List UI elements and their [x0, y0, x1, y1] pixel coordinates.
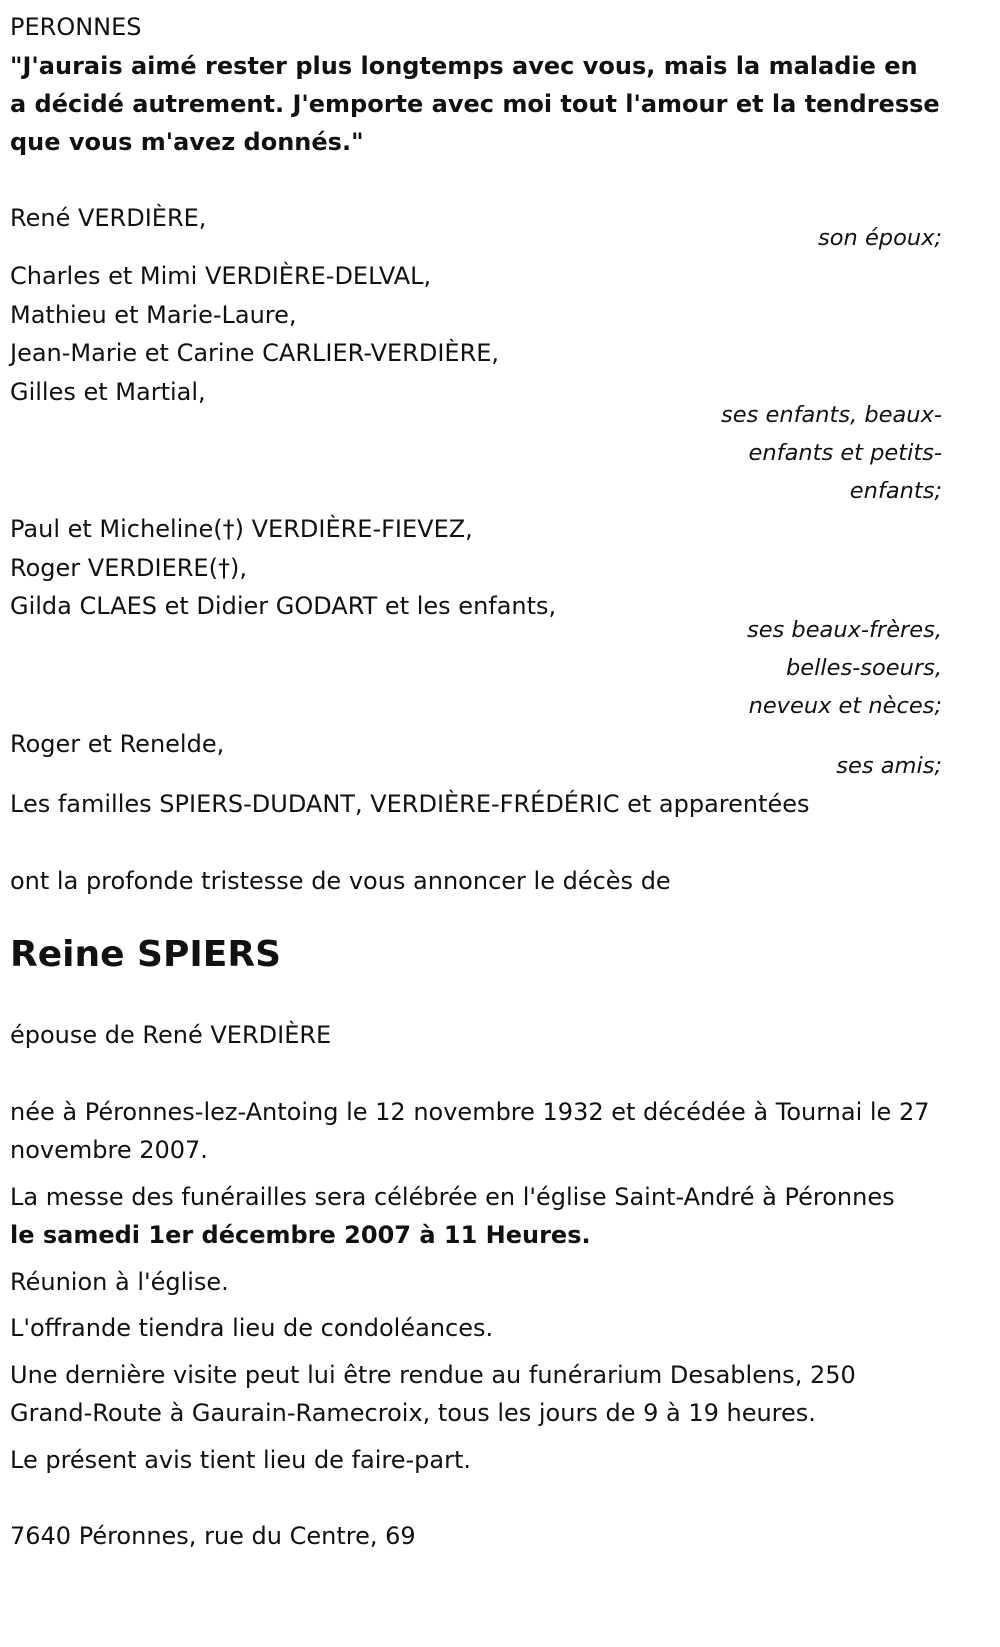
- announcement-line: ont la profonde tristesse de vous annoncer le décès de: [10, 866, 671, 895]
- mourner-line: Paul et Micheline(†) VERDIÈRE-FIEVEZ,: [10, 515, 473, 543]
- mourner-line: René VERDIÈRE,: [10, 203, 207, 232]
- funeral-mass-date: le samedi 1er décembre 2007 à 11 Heures.: [10, 1221, 591, 1249]
- relation-label: ses enfants, beaux-enfants et petits-enfants;: [721, 402, 942, 504]
- relation-label: ses amis;: [836, 753, 942, 779]
- mourner-line: Mathieu et Marie-Laure,: [10, 300, 297, 329]
- birth-death-dates: née à Péronnes-lez-Antoing le 12 novembre 1932 et décédée à Tournai le 27 novembre 2007.: [10, 1097, 930, 1164]
- mourner-line: Roger et Renelde,: [10, 729, 225, 758]
- spouse-line: épouse de René VERDIÈRE: [10, 1021, 332, 1049]
- mourner-group-friends: [10, 725, 942, 786]
- mourner-line: Jean-Marie et Carine CARLIER-VERDIÈRE,: [10, 339, 500, 367]
- reunion-line: Réunion à l'église.: [10, 1267, 229, 1296]
- farewell-quote: "J'aurais aimé rester plus longtemps avec vous, mais la maladie en a décidé autrement. J'emporte avec moi tout l'amour et la tendresse que vous m'avez donnés.": [10, 51, 940, 156]
- relation-label: son époux;: [818, 225, 942, 251]
- mourner-line: Gilles et Martial,: [10, 377, 206, 406]
- deceased-name: Reine SPIERS: [10, 934, 282, 975]
- mourner-group-in-laws: [10, 510, 942, 725]
- obituary-notice: [10, 8, 942, 1556]
- notice-line: Le présent avis tient lieu de faire-part.: [10, 1445, 472, 1474]
- location-heading: PERONNES: [10, 13, 142, 41]
- mourner-line: Gilda CLAES et Didier GODART et les enfants,: [10, 592, 557, 620]
- address-line: 7640 Péronnes, rue du Centre, 69: [10, 1522, 416, 1550]
- visit-info: Une dernière visite peut lui être rendue au funérarium Desablens, 250 Grand-Route à Gaurain-Ramecroix, tous les jours de 9 à 19 heures.: [10, 1360, 856, 1427]
- relation-label: ses beaux-frères, belles-soeurs, neveux et nèces;: [746, 616, 942, 719]
- families-line: Les familles SPIERS-DUDANT, VERDIÈRE-FRÉDÉRIC et apparentées: [10, 790, 810, 818]
- funeral-mass-text: La messe des funérailles sera célébrée en l'église Saint-André à Péronnes: [10, 1182, 895, 1211]
- offering-line: L'offrande tiendra lieu de condoléances.: [10, 1314, 494, 1342]
- mourner-group-spouse: [10, 199, 942, 258]
- mourner-group-children: [10, 257, 942, 510]
- mourner-line: Roger VERDIERE(†),: [10, 553, 247, 582]
- mourner-line: Charles et Mimi VERDIÈRE-DELVAL,: [10, 262, 432, 290]
